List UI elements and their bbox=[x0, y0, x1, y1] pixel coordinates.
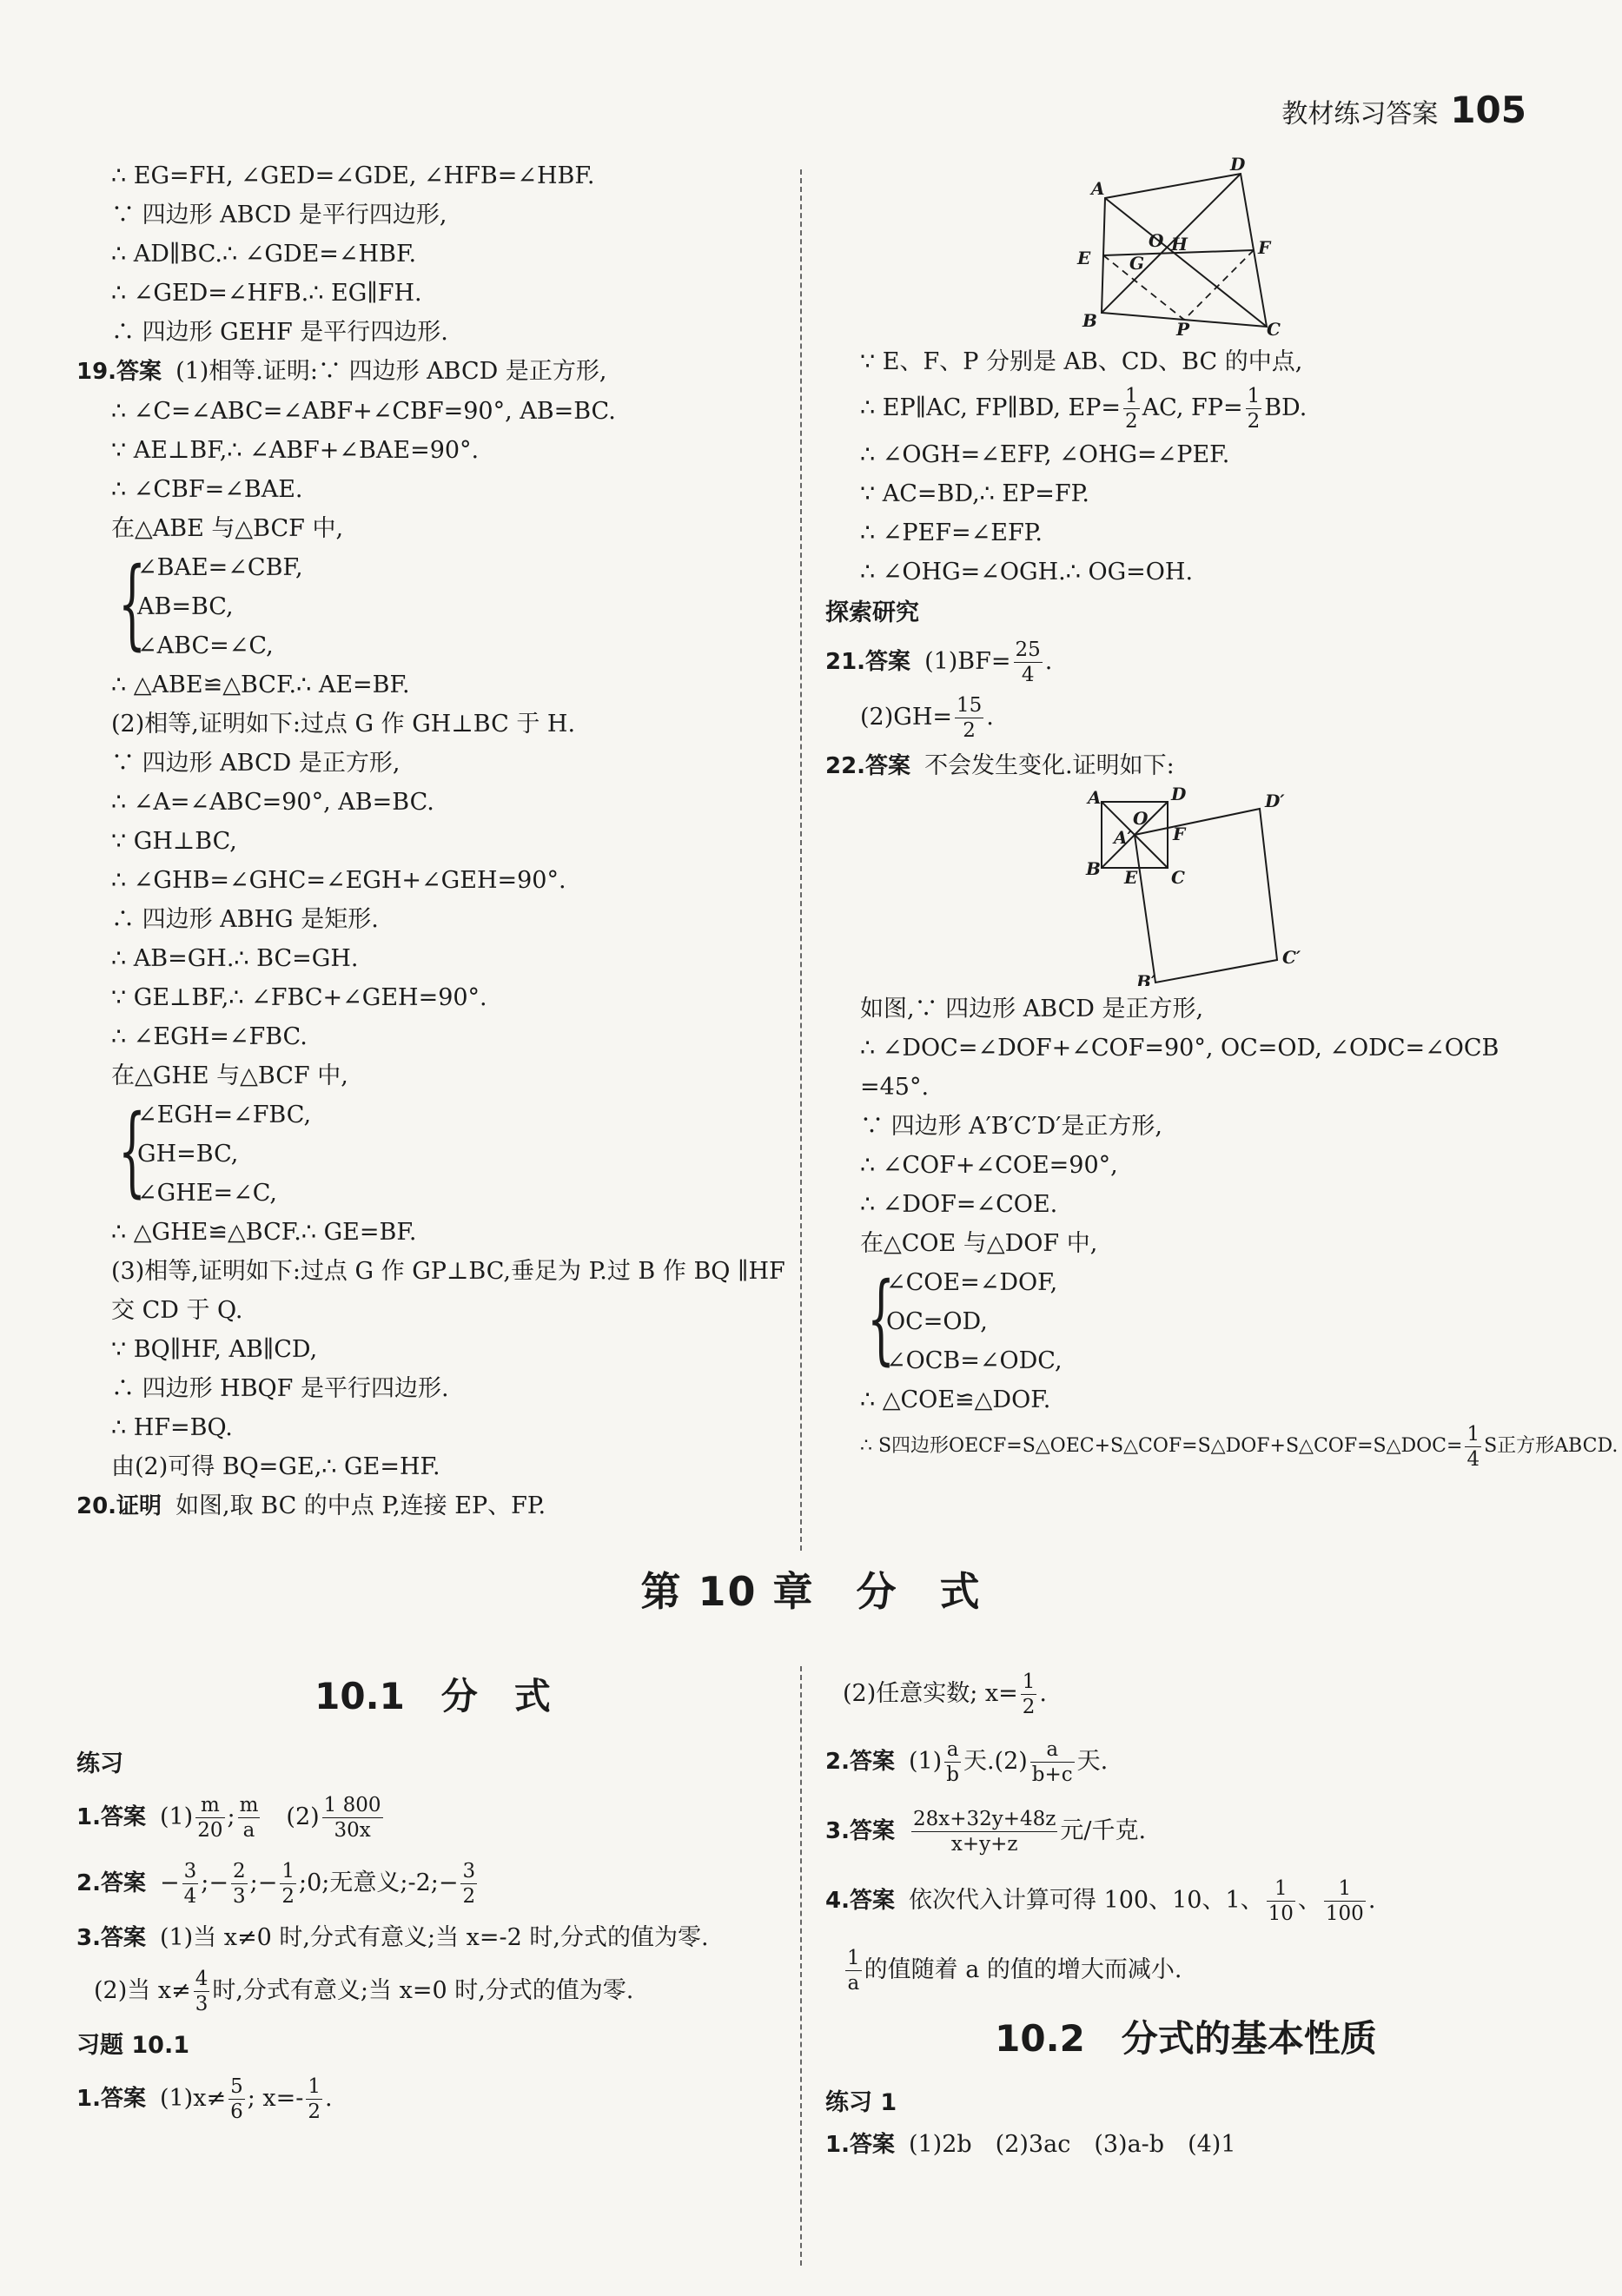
text-line: ∴ 四边形 ABHG 是矩形. bbox=[111, 906, 379, 933]
question-4 bbox=[825, 1866, 1546, 1935]
fraction bbox=[1014, 638, 1043, 687]
denominator: 2 bbox=[308, 2101, 321, 2123]
text-span: AC, FP= bbox=[1142, 394, 1243, 421]
text-span: ; bbox=[227, 1803, 235, 1830]
left-brace: { bbox=[867, 1262, 896, 1375]
text-span: 、 bbox=[1297, 1887, 1321, 1914]
header-title: 教材练习答案 bbox=[1281, 99, 1439, 129]
fraction bbox=[460, 1859, 477, 1909]
text-span: . bbox=[1039, 1680, 1048, 1707]
text-line: ∠EGH=∠FBC, bbox=[137, 1102, 312, 1128]
text-line: ∵ E、F、P 分别是 AB、CD、BC 的中点, bbox=[860, 348, 1303, 375]
text-line: (3)相等,证明如下:过点 G 作 GP⊥BC,垂足为 P.过 B 作 BQ ∥HF 交 CD 于 Q. bbox=[111, 1258, 785, 1324]
fraction bbox=[1123, 384, 1140, 433]
fraction bbox=[911, 1807, 1057, 1856]
text-line: ∠BAE=∠CBF, bbox=[137, 554, 303, 581]
denominator: 4 bbox=[183, 1885, 197, 1908]
fraction bbox=[306, 2074, 322, 2124]
text-line: ∴ EG=FH, ∠GED=∠GDE, ∠HFB=∠HBF. bbox=[111, 162, 595, 189]
text-line: 在△GHE 与△BCF 中, bbox=[111, 1062, 348, 1089]
answer-label: 1.答案 bbox=[76, 1804, 146, 1830]
fraction bbox=[1021, 1670, 1037, 1719]
fraction bbox=[1465, 1422, 1481, 1472]
text-line: ∴ ∠C=∠ABC=∠ABF+∠CBF=90°, AB=BC. bbox=[111, 398, 616, 425]
question-21: 21.答案 (1)BF= $\frac{25}{4}$ . bbox=[825, 639, 1053, 686]
numerator: 1 bbox=[1125, 385, 1138, 407]
numerator: 3 bbox=[462, 1860, 476, 1882]
point-label: C′ bbox=[1282, 947, 1301, 968]
text-line: =45°. bbox=[860, 1074, 930, 1101]
fraction bbox=[194, 1967, 210, 2016]
text-line: (2)相等,证明如下:过点 G 作 GH⊥BC 于 H. bbox=[111, 711, 576, 738]
answer-label: 3.答案 bbox=[76, 1925, 146, 1951]
denominator: 3 bbox=[232, 1885, 246, 1908]
text-line: ∵ 四边形 ABCD 是平行四边形, bbox=[111, 202, 447, 228]
numerator: 1 bbox=[281, 1860, 295, 1882]
left-bottom-column bbox=[76, 1668, 789, 2130]
question-2: 2.答案 − $\frac{3}{4}$ ;− $\frac{2}{3}$ ;− $\frac{1}{2}$ ;0;无意义;-2;− $\frac{3}{2}$ bbox=[76, 1860, 476, 1908]
point-label: E bbox=[1124, 867, 1138, 888]
text-line: ∴ ∠OGH=∠EFP, ∠OHG=∠PEF. bbox=[860, 441, 1230, 468]
text-span: (1)BF= bbox=[924, 648, 1011, 675]
text-span: ∴ EP∥AC, FP∥BD, EP= bbox=[860, 394, 1122, 421]
text-span: BD. bbox=[1264, 394, 1308, 421]
subsection-heading: 习题 10.1 bbox=[76, 2032, 190, 2059]
text-line: ∴ ∠CBF=∠BAE. bbox=[111, 476, 303, 503]
question-22 bbox=[825, 746, 1546, 786]
point-label: E bbox=[1077, 248, 1091, 268]
text-line: ∵ GH⊥BC, bbox=[111, 828, 237, 855]
point-label: P bbox=[1176, 319, 1190, 339]
numerator: a bbox=[944, 1737, 961, 1763]
point-label: B′ bbox=[1136, 971, 1156, 986]
numerator: 1 bbox=[1466, 1422, 1480, 1446]
brace-system bbox=[83, 548, 789, 665]
text-line: ∴ △GHE≌△BCF.∴ GE=BF. bbox=[111, 1219, 417, 1246]
text-line: ∴ △COE≌△DOF. bbox=[860, 1386, 1051, 1413]
fraction-line bbox=[825, 1935, 1546, 2005]
text-span: ∴ S四边形OECF=S△OEC+S△COF=S△DOF+S△COF=S△DOC= bbox=[860, 1435, 1463, 1457]
text-span: (2)GH= bbox=[860, 704, 952, 731]
square-a-prime bbox=[1135, 809, 1277, 983]
segment-fp bbox=[1184, 250, 1254, 320]
denominator: 20 bbox=[197, 1819, 223, 1842]
denominator: b bbox=[946, 1763, 959, 1786]
page-number: 105 bbox=[1450, 89, 1526, 131]
point-label: D bbox=[1171, 786, 1187, 804]
fraction bbox=[1030, 1737, 1075, 1787]
denominator: 4 bbox=[1021, 664, 1035, 686]
text-line: ∠OCB=∠ODC, bbox=[886, 1347, 1063, 1374]
question-20 bbox=[76, 1486, 789, 1526]
text-line: 如图,取 BC 的中点 P,连接 EP、FP. bbox=[175, 1492, 546, 1519]
text-line: ∵ AC=BD,∴ EP=FP. bbox=[860, 480, 1089, 507]
numerator: 5 bbox=[230, 2075, 243, 2098]
subsection-heading: 练习 bbox=[76, 1750, 123, 1777]
point-label: D bbox=[1230, 156, 1246, 175]
numerator: 1 bbox=[1324, 1876, 1366, 1902]
point-label: C bbox=[1171, 867, 1185, 888]
column-divider bbox=[800, 1666, 802, 2266]
column-divider bbox=[800, 169, 802, 1551]
text-line: ∴ △ABE≌△BCF.∴ AE=BF. bbox=[111, 672, 410, 698]
text-line: 在△COE 与△DOF 中, bbox=[860, 1230, 1098, 1257]
answer-label: 20.证明 bbox=[76, 1493, 162, 1519]
denominator: 2 bbox=[281, 1885, 295, 1908]
fraction-line bbox=[825, 1419, 1619, 1473]
text-span: (1)x≠ bbox=[159, 2085, 227, 2112]
text-line: ∴ ∠GHB=∠GHC=∠EGH+∠GEH=90°. bbox=[111, 867, 566, 894]
denominator: 3 bbox=[195, 1993, 209, 2015]
fraction bbox=[944, 1737, 961, 1787]
fraction bbox=[195, 1793, 224, 1843]
text-span: 元/千克. bbox=[1060, 1817, 1147, 1844]
text-span: 的值随着 a 的值的增大而减小. bbox=[864, 1956, 1182, 1983]
text-span: (1) bbox=[159, 1803, 194, 1830]
left-brace: { bbox=[118, 547, 147, 660]
numerator: 1 bbox=[1247, 385, 1261, 407]
figure-quadrilateral bbox=[825, 156, 1546, 339]
text-line: ∴ ∠PEF=∠EFP. bbox=[860, 519, 1043, 546]
fraction bbox=[231, 1859, 248, 1909]
answer-label: 19.答案 bbox=[76, 359, 162, 385]
numerator: 1 bbox=[1022, 1671, 1036, 1693]
text-line: ∴ ∠EGH=∠FBC. bbox=[111, 1023, 308, 1050]
fraction bbox=[182, 1859, 199, 1909]
numerator: m bbox=[195, 1793, 224, 1818]
text-span: (2)当 x≠ bbox=[94, 1977, 191, 2004]
fraction-line bbox=[825, 1661, 1546, 1727]
point-label: F bbox=[1258, 237, 1271, 258]
denominator: 2 bbox=[462, 1885, 476, 1908]
text-line: OC=OD, bbox=[886, 1308, 988, 1335]
fraction bbox=[1324, 1876, 1366, 1926]
text-line: 如图,∵ 四边形 ABCD 是正方形, bbox=[860, 996, 1204, 1022]
point-label: F bbox=[1173, 824, 1186, 844]
section-title: 10.1 分 式 bbox=[314, 1675, 551, 1717]
fraction bbox=[280, 1859, 296, 1909]
numerator: 3 bbox=[183, 1860, 197, 1882]
text-span: . bbox=[1367, 1887, 1376, 1914]
denominator: b+c bbox=[1031, 1763, 1073, 1786]
text-line: ∴ AD∥BC.∴ ∠GDE=∠HBF. bbox=[111, 241, 417, 268]
point-label: O bbox=[1149, 230, 1164, 251]
text-line: ∠GHE=∠C, bbox=[137, 1180, 277, 1207]
text-line: ∴ HF=BQ. bbox=[111, 1414, 233, 1441]
denominator: a bbox=[847, 1972, 860, 1995]
text-line: AB=BC, bbox=[137, 593, 234, 620]
text-span: 天. bbox=[1076, 1748, 1109, 1775]
brace-system bbox=[832, 1263, 1546, 1380]
fraction bbox=[322, 1793, 383, 1843]
point-label: C bbox=[1267, 319, 1281, 339]
text-span: 时,分式有意义;当 x=0 时,分式的值为零. bbox=[212, 1977, 634, 2004]
denominator: 2 bbox=[963, 719, 976, 742]
text-line: (1)相等.证明:∵ 四边形 ABCD 是正方形, bbox=[175, 358, 607, 385]
text-span: ; x=- bbox=[247, 2085, 304, 2112]
fraction-line: (2)GH= $\frac{15}{2}$ . bbox=[860, 694, 994, 742]
text-line: 在△ABE 与△BCF 中, bbox=[111, 515, 344, 542]
text-line: ∵ BQ∥HF, AB∥CD, bbox=[111, 1336, 318, 1363]
chapter-title: 第 10 章 分 式 bbox=[640, 1568, 982, 1615]
numerator: 2 bbox=[232, 1860, 246, 1882]
exercise-1 bbox=[76, 2068, 789, 2130]
text-line: ∴ ∠COF+∠COE=90°, bbox=[860, 1152, 1118, 1179]
denominator: x+y+z bbox=[950, 1833, 1018, 1856]
text-line: ∵ AE⊥BF,∴ ∠ABF+∠BAE=90°. bbox=[111, 437, 480, 464]
answer-label: 1.答案 bbox=[76, 2086, 146, 2112]
question-19 bbox=[76, 352, 789, 392]
question-3 bbox=[76, 1918, 771, 1958]
question-2 bbox=[825, 1727, 1546, 1796]
text-line: 不会发生变化.证明如下: bbox=[924, 752, 1175, 779]
point-label: A′ bbox=[1114, 827, 1132, 848]
text-line: GH=BC, bbox=[137, 1141, 239, 1168]
text-span: S正方形ABCD. bbox=[1484, 1435, 1619, 1457]
answer-label: 22.答案 bbox=[825, 753, 911, 779]
denominator: 10 bbox=[1268, 1902, 1294, 1925]
fraction bbox=[1267, 1876, 1295, 1926]
text-line: (1)当 x≠0 时,分式有意义;当 x=-2 时,分式的值为零. bbox=[159, 1924, 709, 1951]
answer-label: 1.答案 bbox=[825, 2132, 895, 2158]
figure-squares bbox=[825, 786, 1546, 986]
point-label: B bbox=[1086, 858, 1101, 879]
text-line: ∴ ∠DOC=∠DOF+∠COF=90°, OC=OD, ∠ODC=∠OCB bbox=[860, 1035, 1500, 1062]
section-heading: 探索研究 bbox=[825, 599, 919, 626]
text-line: ∵ 四边形 A′B′C′D′是正方形, bbox=[860, 1113, 1162, 1140]
text-line: ∴ ∠GED=∠HFB.∴ EG∥FH. bbox=[111, 280, 422, 307]
fraction-line bbox=[76, 1958, 789, 2024]
text-line: ∴ ∠A=∠ABC=90°, AB=BC. bbox=[111, 789, 434, 816]
text-line: ∴ 四边形 GEHF 是平行四边形. bbox=[111, 319, 448, 346]
denominator: 2 bbox=[1022, 1696, 1036, 1718]
denominator: 30x bbox=[334, 1819, 371, 1842]
text-span: (2)任意实数; x= bbox=[843, 1680, 1018, 1707]
text-line: ∴ AB=GH.∴ BC=GH. bbox=[111, 945, 359, 972]
answer-label: 21.答案 bbox=[825, 649, 911, 675]
right-bottom-column bbox=[825, 1661, 1546, 2165]
numerator: m bbox=[239, 1794, 259, 1816]
point-label: G bbox=[1129, 253, 1145, 274]
text-span: ;0;无意义;-2; bbox=[298, 1869, 439, 1896]
brace-system bbox=[83, 1095, 789, 1213]
numerator: 1 bbox=[847, 1947, 860, 1969]
text-span: 依次代入计算可得 100、10、1、 bbox=[908, 1887, 1264, 1914]
text-span: (1) bbox=[908, 1748, 943, 1775]
fraction bbox=[845, 1946, 862, 1995]
text-line: (1)2b (2)3ac (3)a-b (4)1 bbox=[908, 2131, 1236, 2158]
point-label: A bbox=[1088, 787, 1102, 808]
subsection-heading: 练习 1 bbox=[825, 2089, 897, 2116]
point-label: B bbox=[1082, 310, 1097, 331]
answer-label: 4.答案 bbox=[825, 1888, 895, 1914]
left-top-column bbox=[76, 156, 789, 1526]
answer-label: 3.答案 bbox=[825, 1818, 895, 1844]
numerator: 28x+32y+48z bbox=[912, 1808, 1056, 1830]
text-line: ∠COE=∠DOF, bbox=[886, 1269, 1058, 1296]
fraction bbox=[238, 1793, 261, 1843]
fraction bbox=[228, 2074, 245, 2124]
text-span: 天.(2) bbox=[963, 1748, 1028, 1775]
point-label: O bbox=[1133, 808, 1149, 829]
text-line: 由(2)可得 BQ=GE,∴ GE=HF. bbox=[111, 1453, 440, 1480]
denominator: 100 bbox=[1325, 1902, 1364, 1925]
numerator: 1 bbox=[308, 2075, 321, 2098]
text-span: (2) bbox=[286, 1803, 320, 1830]
text-line: ∴ ∠OHG=∠OGH.∴ OG=OH. bbox=[860, 559, 1194, 586]
fraction bbox=[1246, 384, 1262, 433]
page-header bbox=[1281, 89, 1526, 131]
left-brace: { bbox=[118, 1095, 147, 1208]
question-1 bbox=[76, 1786, 789, 1849]
denominator: 2 bbox=[1125, 410, 1138, 433]
text-span: . bbox=[325, 2085, 333, 2112]
answer-label: 2.答案 bbox=[76, 1870, 146, 1896]
text-line: ∴ ∠DOF=∠COE. bbox=[860, 1191, 1058, 1218]
section-title: 10.2 分式的基本性质 bbox=[995, 2017, 1377, 2060]
point-label: H bbox=[1171, 234, 1188, 255]
text-line: ∵ GE⊥BF,∴ ∠FBC+∠GEH=90°. bbox=[111, 984, 487, 1011]
text-line: ∠ABC=∠C, bbox=[137, 632, 274, 659]
numerator: 1 800 bbox=[323, 1794, 381, 1816]
answer-label: 2.答案 bbox=[825, 1749, 895, 1775]
point-label: D′ bbox=[1265, 791, 1285, 811]
right-top-column bbox=[825, 156, 1619, 1473]
numerator: 25 bbox=[1015, 639, 1041, 661]
text-line: ∴ 四边形 HBQF 是平行四边形. bbox=[111, 1375, 449, 1402]
text-line: ∵ 四边形 ABCD 是正方形, bbox=[111, 750, 401, 777]
question-1 bbox=[825, 2125, 1546, 2165]
fraction-line bbox=[825, 381, 1546, 435]
point-label: A bbox=[1091, 178, 1105, 199]
numerator: 1 bbox=[1267, 1876, 1295, 1902]
fraction bbox=[955, 693, 983, 743]
numerator: 4 bbox=[195, 1968, 209, 1990]
denominator: a bbox=[242, 1819, 255, 1842]
numerator: 15 bbox=[956, 694, 983, 717]
denominator: 2 bbox=[1247, 410, 1261, 433]
denominator: 4 bbox=[1466, 1447, 1480, 1471]
numerator: a bbox=[1030, 1737, 1075, 1763]
question-3 bbox=[825, 1796, 1546, 1866]
denominator: 6 bbox=[230, 2101, 243, 2123]
